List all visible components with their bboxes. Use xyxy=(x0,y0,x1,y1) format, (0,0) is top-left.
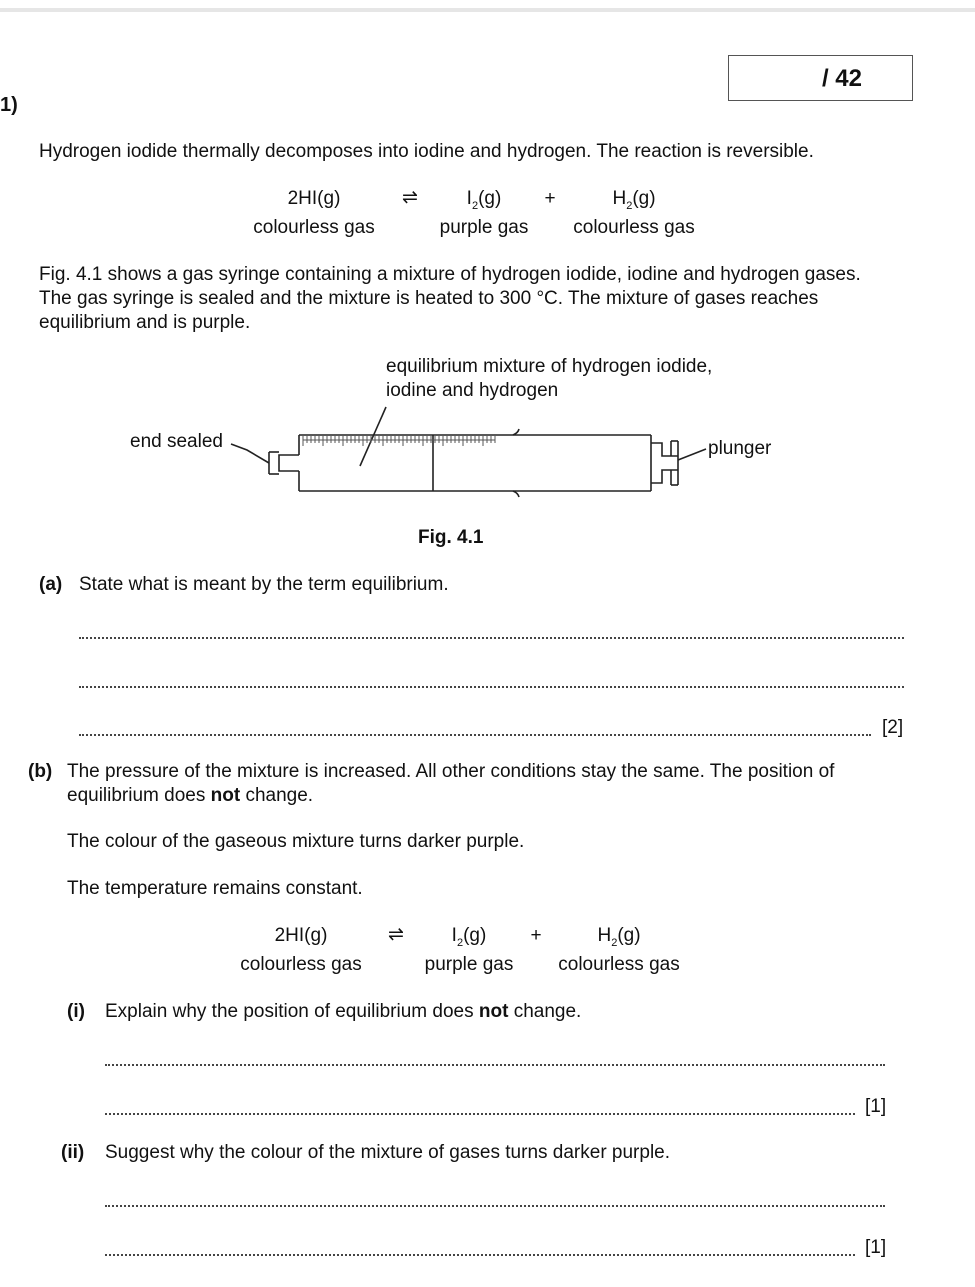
fig-label-mixture-2: iodine and hydrogen xyxy=(386,380,559,401)
eq2-product2-desc: colourless gas xyxy=(558,954,680,975)
part-bii-label: (ii) xyxy=(61,1142,85,1163)
part-bii-marks: [1] xyxy=(865,1237,887,1258)
score-label: / 42 xyxy=(821,65,862,92)
part-bi-answer-line-2[interactable] xyxy=(105,1113,855,1115)
eq2-reactant: 2HI(g) xyxy=(274,925,328,946)
part-a-answer-line-3[interactable] xyxy=(79,734,871,736)
part-a-question: State what is meant by the term equilibrium. xyxy=(79,574,449,595)
part-b-label: (b) xyxy=(28,761,53,782)
eq2-product2: $H_2(g)$ xyxy=(597,925,641,949)
fig-description-line1: Fig. 4.1 shows a gas syringe containing a mixture of hydrogen iodide, iodine and hydrogen gases. xyxy=(39,264,861,285)
eq1-product2-desc: colourless gas xyxy=(573,217,695,238)
part-bii-question: Suggest why the colour of the mixture of gases turns darker purple. xyxy=(105,1142,671,1163)
part-a-marks: [2] xyxy=(882,717,904,738)
fig-label-end-sealed: end sealed xyxy=(130,431,223,452)
part-b-text-3: The colour of the gaseous mixture turns darker purple. xyxy=(67,831,525,852)
fig-label-plunger: plunger xyxy=(708,438,772,459)
fig-description-line2: The gas syringe is sealed and the mixture is heated to 300 °C. The mixture of gases reaches xyxy=(39,288,819,309)
part-bi-question: Explain why the position of equilibrium does not change. xyxy=(105,1001,582,1022)
part-a-answer-line-2[interactable] xyxy=(79,686,904,688)
eq2-reactant-desc: colourless gas xyxy=(240,954,362,975)
question-number: 1) xyxy=(0,94,18,116)
eq2-plus: + xyxy=(530,925,542,946)
part-bi-label: (i) xyxy=(67,1001,85,1022)
figure-caption: Fig. 4.1 xyxy=(418,527,484,548)
part-bi-marks: [1] xyxy=(865,1096,887,1117)
eq1-product1: $I_2(g)$ xyxy=(466,188,502,212)
eq1-reactant: 2HI(g) xyxy=(287,188,341,209)
eq1-reactant-desc: colourless gas xyxy=(253,217,375,238)
eq1-product2: $H_2(g)$ xyxy=(612,188,656,212)
eq2-product1-desc: purple gas xyxy=(424,954,514,975)
part-a-answer-line-1[interactable] xyxy=(79,637,904,639)
part-bii-answer-line-2[interactable] xyxy=(105,1254,855,1256)
eq1-arrow: ⇌ xyxy=(402,187,418,208)
eq1-plus: + xyxy=(544,188,556,209)
gas-syringe-diagram xyxy=(0,0,975,560)
intro-text: Hydrogen iodide thermally decomposes into iodine and hydrogen. The reaction is reversible. xyxy=(39,141,814,162)
fig-description-line3: equilibrium and is purple. xyxy=(39,312,251,333)
syringe-scale xyxy=(303,436,495,446)
part-b-text-2: equilibrium does not change. xyxy=(67,785,314,806)
eq2-product1: $I_2(g)$ xyxy=(451,925,487,949)
part-b-text-1: The pressure of the mixture is increased. All other conditions stay the same. The position of xyxy=(67,761,835,782)
part-bi-answer-line-1[interactable] xyxy=(105,1064,885,1066)
fig-label-mixture-1: equilibrium mixture of hydrogen iodide, xyxy=(386,356,713,377)
part-b-text-4: The temperature remains constant. xyxy=(67,878,363,899)
part-bii-answer-line-1[interactable] xyxy=(105,1205,885,1207)
eq2-arrow: ⇌ xyxy=(388,924,404,945)
eq1-product1-desc: purple gas xyxy=(439,217,529,238)
part-a-label: (a) xyxy=(39,574,63,595)
